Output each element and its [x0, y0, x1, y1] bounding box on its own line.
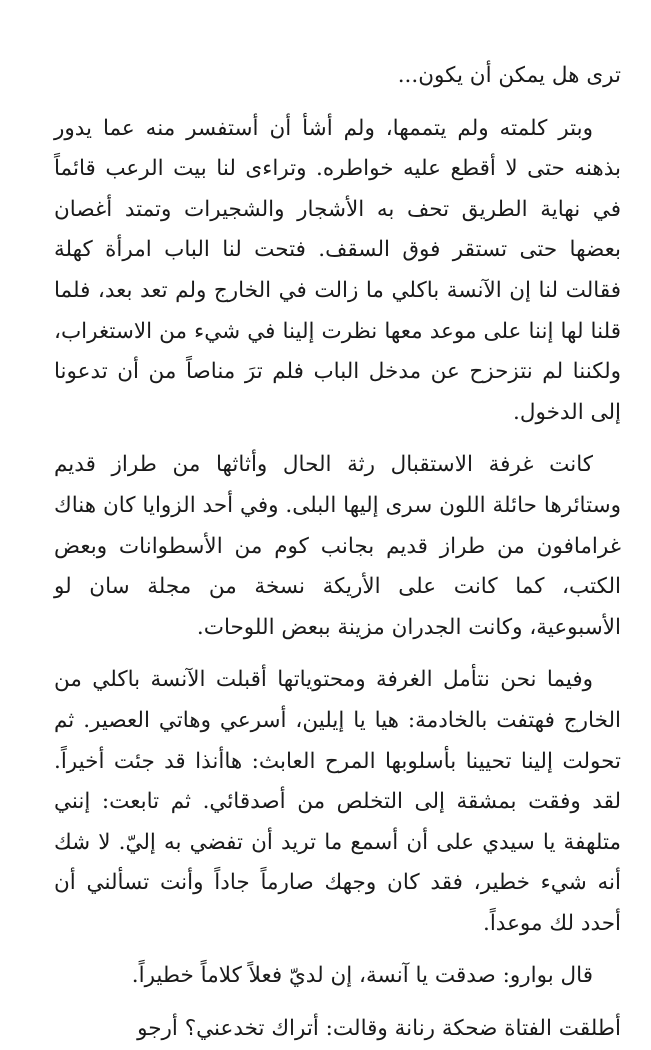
paragraph-5: قال بوارو: صدقت يا آنسة، إن لديّ فعلاً كلاماً خطيراً.	[131, 963, 593, 989]
paragraph-1: ترى هل يمكن أن يكون...	[397, 63, 621, 88]
paragraph-3: كانت غرفة الاستقبال رثة الحال وأثاثها من طراز قديم وستائرها حائلة اللون سرى إليها البلى. وفي أحد الزوايا كان هناك غرامافون من طراز قديم بجانب كوم من الأسطوانات وبعض الكتب، كما كانت على الأريكة نسخة من مجلة سان لو الأسبوعية، وكانت الجدران مزينة ببعض اللوحات.	[54, 452, 621, 640]
paragraph-6: أطلقت الفتاة ضحكة رنانة وقالت: أتراك تخدعني؟ أرجو	[137, 1016, 621, 1042]
paragraph-2: وبتر كلمته ولم يتممها، ولم أشأ أن أستفسر منه عما يدور بذهنه حتى لا أقطع عليه خواطره. وتراءى لنا بيت الرعب قائماً في نهاية الطريق تحف به الأشجار والشجيرات وتمتد أغصان بعضها حتى تستقر فوق السقف. فتحت لنا الباب امرأة كهلة فقالت لنا إن الآنسة باكلي ما زالت في الخارج ولم تعد بعد، فلما قلنا لها إننا على موعد معها نظرت إلينا في شيء من الاستغراب، ولكننا لم نتزحزح عن مدخل الباب فلم ترَ مناصاً من أن تدعونا إلى الدخول.	[54, 115, 621, 425]
paragraph-4: وفيما نحن نتأمل الغرفة ومحتوياتها أقبلت الآنسة باكلي من الخارج فهتفت بالخادمة: هيا يا إيلين، أسرعي وهاتي العصير. ثم تحولت إلينا تحيينا بأسلوبها المرح العابث: هاأنذا قد جئت أخيراً. لقد وفقت بمشقة إلى التخلص من أصدقائي. ثم تابعت: إنني متلهفة يا سيدي على أن أسمع ما تريد أن تفضي به إليّ. لا شك أنه شيء خطير، فقد كان وجهك صارماً جاداً وأنت تسألني أن أحدد لك موعداً.	[54, 667, 621, 936]
